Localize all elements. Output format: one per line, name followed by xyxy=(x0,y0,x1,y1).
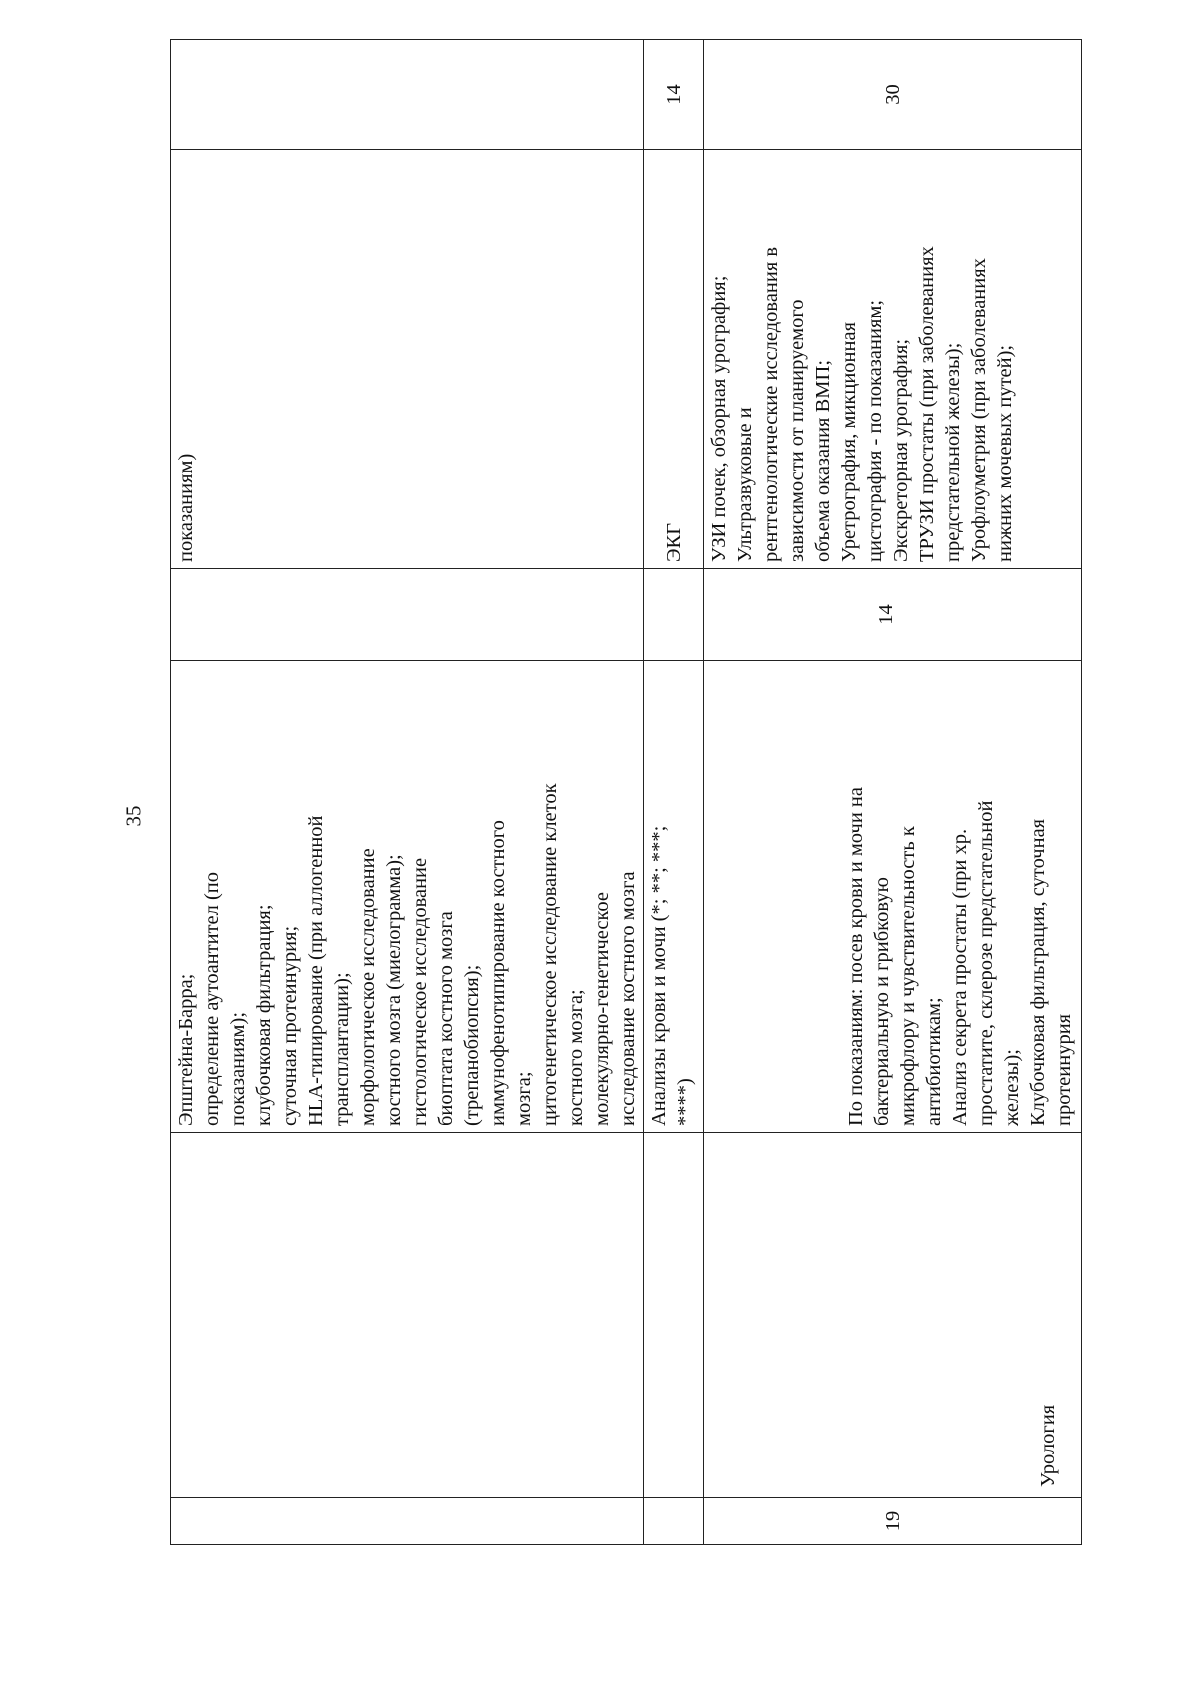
analyses-line: показаниям); xyxy=(227,1011,249,1126)
analyses-line: бактериальную и грибковую xyxy=(871,877,893,1126)
instrumental-line: ТРУЗИ простаты (при заболеваниях xyxy=(916,246,938,562)
row-number-cell xyxy=(644,1498,704,1545)
instrumental-line: рентгенологические исследования в xyxy=(760,246,782,562)
table-row xyxy=(644,40,704,1545)
specialty-cell xyxy=(644,1133,704,1498)
analyses-days-cell xyxy=(171,569,644,661)
analyses-line: железы); xyxy=(1001,1049,1023,1126)
analyses-line: костного мозга; xyxy=(565,989,587,1126)
analyses-line: иммунофенотипирование костного xyxy=(487,820,509,1126)
analyses-line: Эпштейна-Барра; xyxy=(175,973,197,1126)
analyses-days-cell xyxy=(644,569,704,661)
analyses-cell xyxy=(644,661,704,1133)
analyses-line: определение аутоантител (по xyxy=(201,871,223,1126)
requirements-table xyxy=(170,39,1082,1545)
instrumental-line: Ультразвуковые и xyxy=(734,407,756,562)
analyses-line: костного мозга (миелограмма); xyxy=(383,854,405,1126)
analyses-cell xyxy=(171,661,644,1133)
instrumental-line: зависимости от планируемого xyxy=(786,299,808,562)
table-row xyxy=(171,40,644,1545)
analyses-line: молекулярно-генетическое xyxy=(591,891,613,1126)
instrumental-cell xyxy=(171,150,644,569)
instrumental-line: Экскреторная урография; xyxy=(890,338,912,562)
row-number-cell xyxy=(171,1498,644,1545)
analyses-line: HLA-типирование (при аллогенной xyxy=(305,815,327,1126)
instrumental-line: ЭКГ xyxy=(662,522,685,562)
analyses-line: цитогенетическое исследование клеток xyxy=(539,783,561,1126)
instrumental-days-cell: 14 xyxy=(644,40,704,150)
instrumental-line: показаниям) xyxy=(175,453,197,562)
specialty-cell: Урология xyxy=(704,1133,1082,1498)
instrumental-cell xyxy=(704,150,1082,569)
analyses-line: (трепанобиопсия); xyxy=(461,964,483,1126)
analyses-line: трансплантации); xyxy=(331,972,353,1126)
rotated-table-page xyxy=(170,40,1075,1545)
instrumental-line: Урофлоуметрия (при заболеваниях xyxy=(968,258,990,562)
row-number-cell: 19 xyxy=(704,1498,1082,1545)
analyses-line: Анализы крови и мочи (*; **; ***; xyxy=(648,825,670,1126)
page-number: 35 xyxy=(121,805,146,827)
analyses-line: суточная протеинурия; xyxy=(279,925,301,1126)
analyses-line: простатите, склерозе предстательной xyxy=(975,800,997,1126)
analyses-line: По показаниям: посев крови и мочи на xyxy=(845,787,867,1126)
analyses-cell xyxy=(704,661,1082,1133)
instrumental-line: нижних мочевых путей); xyxy=(994,344,1016,562)
instrumental-line: УЗИ почек, обзорная урография; xyxy=(708,275,730,562)
analyses-line: клубочковая фильтрация; xyxy=(253,904,275,1126)
analyses-line: исследование костного мозга xyxy=(617,871,639,1126)
instrumental-days-cell xyxy=(171,40,644,150)
instrumental-line: Уретрография, микционная xyxy=(838,321,860,562)
instrumental-cell xyxy=(644,150,704,569)
specialty-cell xyxy=(171,1133,644,1498)
table-row xyxy=(704,40,1082,1545)
instrumental-line: цистография - по показаниям; xyxy=(864,299,886,562)
analyses-line: гистологическое исследование xyxy=(409,857,431,1126)
analyses-line: Клубочковая фильтрация, суточная xyxy=(1027,818,1049,1126)
analyses-line: мозга; xyxy=(513,1071,535,1126)
analyses-line: микрофлору и чувствительность к xyxy=(897,826,919,1126)
analyses-line: Анализ секрета простаты (при хр. xyxy=(949,828,971,1126)
instrumental-line: объема оказания ВМП; xyxy=(812,359,834,562)
analyses-days-cell: 14 xyxy=(704,569,1082,661)
analyses-line: биоптата костного мозга xyxy=(435,911,457,1126)
analyses-line: морфологическое исследование xyxy=(357,848,379,1126)
analyses-line: протеинурия xyxy=(1053,1013,1075,1126)
analyses-line: ****) xyxy=(674,1078,696,1126)
instrumental-days-cell: 30 xyxy=(704,40,1082,150)
analyses-line: антибиотикам; xyxy=(923,997,945,1126)
instrumental-line: предстательной железы); xyxy=(942,342,964,562)
